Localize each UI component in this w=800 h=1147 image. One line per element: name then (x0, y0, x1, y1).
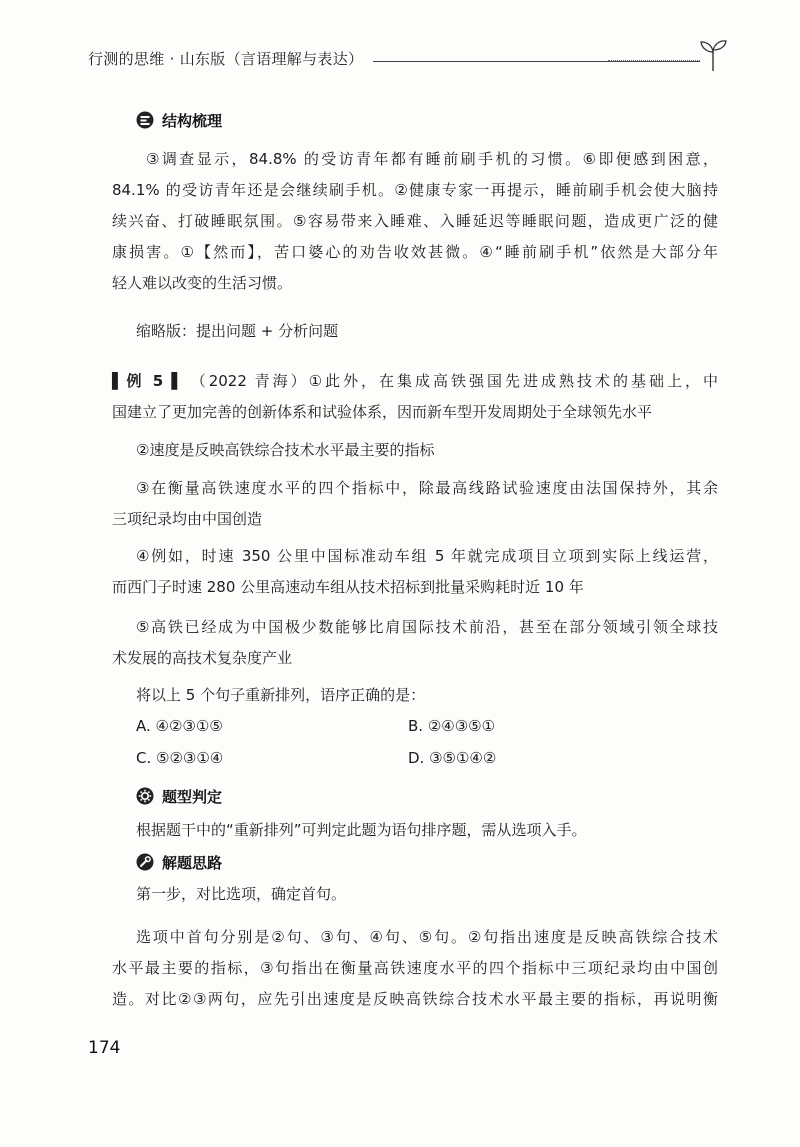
solution-heading (136, 851, 222, 873)
header-dotted-rule (608, 60, 700, 61)
structure-line: 续兴奋、打破睡眠氛围。⑤容易带来入睡难、入睡延迟等睡眠问题，造成更广泛的健 (112, 212, 718, 230)
structure-heading-label: 结构梳理 (162, 111, 223, 130)
gear-icon (136, 787, 154, 805)
option-d[interactable]: D. ③⑤①④② (408, 749, 497, 767)
sprout-icon (698, 38, 728, 72)
example-sentence-1 (112, 366, 718, 428)
structure-paragraph (112, 144, 718, 299)
sentence-2: ②速度是反映高铁综合技术水平最主要的指标 (136, 441, 435, 459)
sentence-3-part-2: 三项纪录均由中国创造 (112, 510, 263, 528)
solution-line: 造。对比②③两句，应先引出速度是反映高铁综合技术水平最主要的指标，再说明衡 (112, 990, 718, 1008)
option-a[interactable]: A. ④②③①⑤ (136, 717, 223, 735)
sentence-1-part-1: ①此外，在集成高铁强国先进成熟技术的基础上，中 (308, 372, 718, 390)
option-row (136, 717, 716, 741)
type-heading-label: 题型判定 (162, 787, 223, 806)
step-1-text: 第一步，对比选项，确定首句。 (136, 885, 347, 903)
sentence-3-part-1: ③在衡量高铁速度水平的四个指标中，除最高线路试验速度由法国保持外，其余 (136, 479, 718, 497)
solution-paragraph (112, 922, 718, 1015)
example-source: （2022 青海） (190, 372, 309, 390)
solution-line: 选项中首句分别是②句、③句、④句、⑤句。②句指出速度是反映高铁综合技术 (136, 928, 718, 946)
sentence-4-part-2: 而西门子时速 280 公里高速动车组从技术招标到批量采购耗时近 10 年 (112, 578, 584, 596)
solution-heading-label: 解题思路 (162, 853, 223, 872)
option-c[interactable]: C. ⑤②③①④ (136, 749, 224, 767)
structure-line: ③调查显示，84.8% 的受访青年都有睡前刷手机的习惯。⑥即便感到困意， (146, 150, 718, 168)
type-heading (136, 785, 222, 807)
structure-heading (136, 109, 222, 131)
example-first-line (112, 366, 718, 397)
question-prompt (136, 680, 718, 711)
solution-line: 水平最主要的指标，③句指出在衡量高铁速度水平的四个指标中三项纪录均由中国创 (112, 959, 718, 977)
question-text: 将以上 5 个句子重新排列，语序正确的是： (136, 686, 426, 704)
example-sentence-5 (112, 612, 718, 674)
solution-step-1 (136, 879, 718, 910)
type-paragraph (136, 815, 718, 846)
sentence-4-part-1: ④例如，时速 350 公里中国标准动车组 5 年就完成项目立项到实际上线运营， (136, 547, 718, 565)
example-sentence-2 (136, 435, 718, 466)
type-text: 根据题干中的“重新排列”可判定此题为语句排序题，需从选项入手。 (136, 821, 587, 839)
sentence-5-part-2: 术发展的高技术复杂度产业 (112, 649, 293, 667)
structure-line: 康损害。①【然而】，苦口婆心的劝告收效甚微。④“睡前刷手机”依然是大部分年 (112, 243, 718, 261)
structure-summary (136, 316, 718, 347)
wrench-icon (136, 853, 154, 871)
header-rule (373, 61, 700, 62)
option-row (136, 749, 716, 773)
sentence-5-part-1: ⑤高铁已经成为中国极少数能够比肩国际技术前沿，甚至在部分领域引领全球技 (136, 618, 718, 636)
structure-line: 轻人难以改变的生活习惯。 (112, 274, 293, 292)
option-b[interactable]: B. ②④③⑤① (408, 717, 496, 735)
structure-icon (136, 111, 154, 129)
example-tag: ▌例 5 ▌ (112, 372, 183, 390)
structure-line: 84.1% 的受访青年还是会继续刷手机。②健康专家一再提示，睡前刷手机会使大脑持 (112, 181, 718, 199)
summary-text: 缩略版：提出问题 + 分析问题 (136, 322, 339, 340)
header-title: 行测的思维 · 山东版（言语理解与表达） (88, 50, 364, 68)
example-sentence-3 (112, 473, 718, 535)
page-number: 174 (88, 1038, 121, 1058)
running-header (88, 44, 728, 78)
example-sentence-4 (112, 541, 718, 603)
sentence-1-part-2: 国建立了更加完善的创新体系和试验体系，因而新车型开发周期处于全球领先水平 (112, 403, 653, 421)
